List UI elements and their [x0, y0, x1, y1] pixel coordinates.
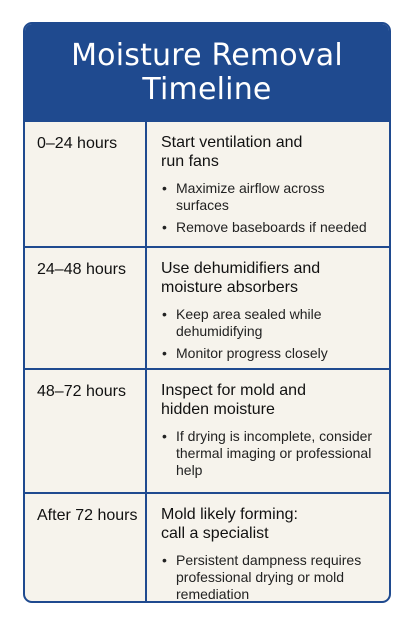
bullet-item: • Persistent dampness requires professional drying or mold remediation	[161, 552, 381, 603]
card-header	[25, 24, 389, 122]
action-cell	[147, 122, 389, 246]
timeline-table	[25, 122, 389, 603]
action-heading-line-2: moisture absorbers	[161, 279, 298, 296]
bullet-item: • Remove baseboards if needed	[161, 219, 381, 236]
title-line-1: Moisture Removal	[71, 38, 343, 73]
title-line-2: Timeline	[142, 72, 272, 107]
action-heading-line-2: hidden moisture	[161, 401, 275, 418]
action-heading-line-1: Use dehumidifiers and	[161, 260, 321, 277]
action-heading	[161, 133, 381, 171]
bullet-list	[161, 552, 381, 603]
action-heading	[161, 505, 381, 543]
bullet-item: • Keep area sealed while dehumidifying	[161, 306, 381, 340]
card-title	[71, 39, 343, 107]
bullet-item: • Monitor progress closely	[161, 345, 381, 362]
time-cell: After 72 hours	[25, 494, 147, 603]
action-heading	[161, 381, 381, 419]
action-heading	[161, 259, 381, 297]
action-heading-line-2: call a specialist	[161, 525, 269, 542]
action-cell	[147, 494, 389, 603]
action-heading-line-1: Inspect for mold and	[161, 382, 306, 399]
time-cell: 24–48 hours	[25, 248, 147, 368]
time-cell: 48–72 hours	[25, 370, 147, 492]
timeline-row	[25, 246, 389, 368]
time-cell: 0–24 hours	[25, 122, 147, 246]
action-cell	[147, 370, 389, 492]
action-cell	[147, 248, 389, 368]
timeline-row	[25, 368, 389, 492]
action-heading-line-1: Start ventilation and	[161, 134, 303, 151]
timeline-row	[25, 492, 389, 603]
action-heading-line-1: Mold likely forming:	[161, 506, 298, 523]
action-heading-line-2: run fans	[161, 153, 219, 170]
bullet-item: • If drying is incomplete, consider thermal imaging or professional help	[161, 428, 381, 479]
timeline-row	[25, 122, 389, 246]
bullet-item: • Maximize airflow across surfaces	[161, 180, 381, 214]
bullet-list	[161, 180, 381, 236]
bullet-list	[161, 428, 381, 479]
bullet-list	[161, 306, 381, 362]
timeline-card	[23, 22, 391, 603]
